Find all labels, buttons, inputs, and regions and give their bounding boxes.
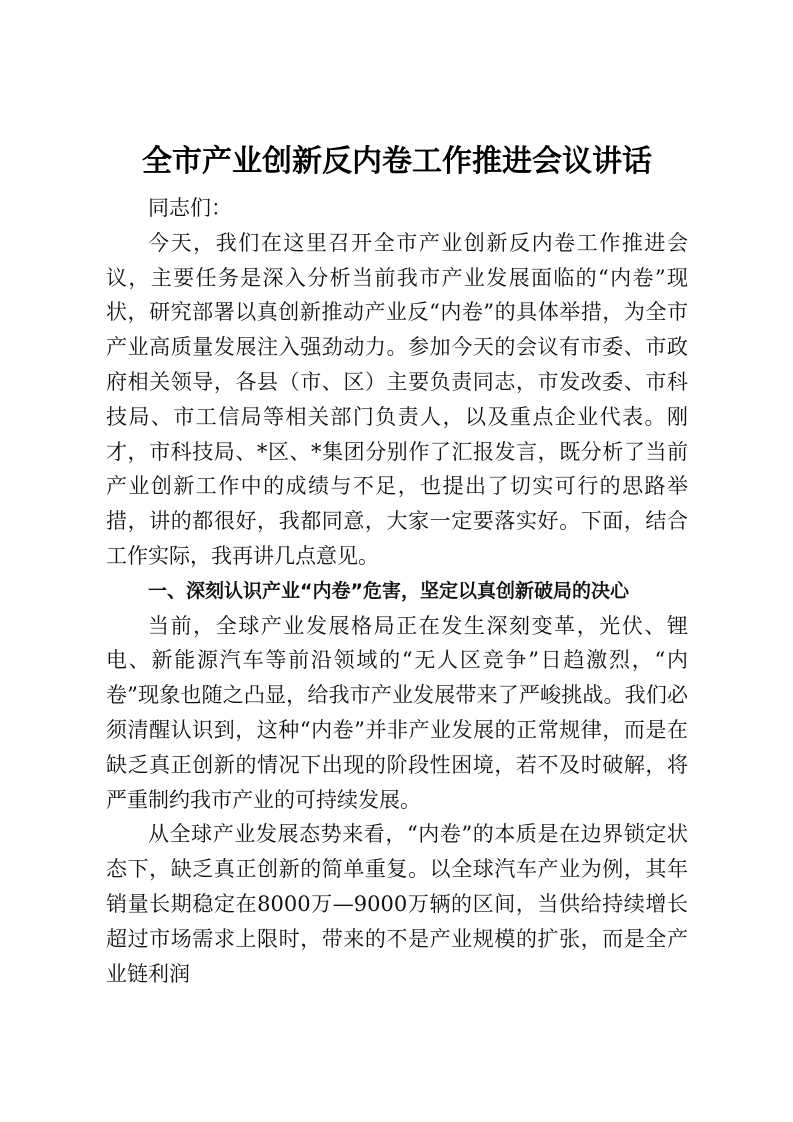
document-body — [106, 191, 688, 991]
paragraph-intro: 今天，我们在这里召开全市产业创新反内卷工作推进会议，主要任务是深入分析当前我市产业发展面临的“内卷”现状，研究部署以真创新推动产业反“内卷”的具体举措，为全市产业高质量发展注入强劲动力。参加今天的会议有市委、市政府相关领导，各县（市、区）主要负责同志，市发改委、市科技局、市工信局等相关部门负责人，以及重点企业代表。刚才，市科技局、*区、*集团分别作了汇报发言，既分析了当前产业创新工作中的成绩与不足，也提出了切实可行的思路举措，讲的都很好，我都同意，大家一定要落实好。下面，结合工作实际，我再讲几点意见。 — [106, 230, 688, 568]
section-heading: 一、深刻认识产业“内卷”危害，坚定以真创新破局的决心 — [148, 579, 629, 602]
paragraph-global-trend: 从全球产业发展态势来看，“内卷”的本质是在边界锁定状态下，缺乏真正创新的简单重复。以全球汽车产业为例，其年销量长期稳定在8000万—9000万辆的区间，当供给持续增长超过市场需求上限时，带来的不是产业规模的扩张，而是全产业链利润 — [106, 822, 688, 986]
document-title: 全市产业创新反内卷工作推进会议讲话 — [142, 144, 652, 179]
paragraph-current-situation: 当前，全球产业发展格局正在发生深刻变革，光伏、锂电、新能源汽车等前沿领域的“无人区竞争”日趋激烈，“内卷”现象也随之凸显，给我市产业发展带来了严峻挑战。我们必须清醒认识到，这种“内卷”并非产业发展的正常规律，而是在缺乏真正创新的情况下出现的阶段性困境，若不及时破解，将严重制约我市产业的可持续发展。 — [106, 613, 688, 812]
greeting: 同志们： — [148, 196, 232, 220]
